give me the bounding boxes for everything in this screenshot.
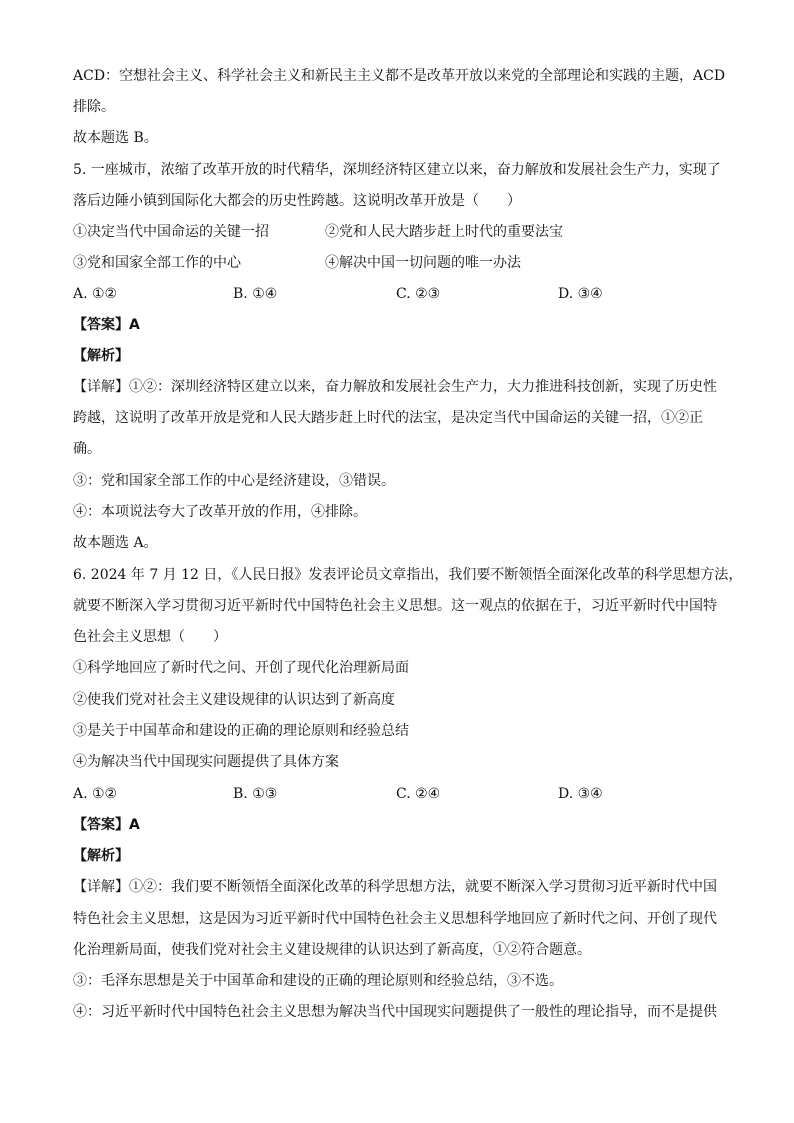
- detail-line: 化治理新局面，使我们党对社会主义建设规律的认识达到了新高度，①②符合题意。: [73, 942, 591, 958]
- question-6-stem: 色社会主义思想（ ）: [73, 629, 227, 645]
- text-line: ACD：空想社会主义、科学社会主义和新民主主义都不是改革开放以来党的全部理论和实践的主题，ACD: [73, 68, 726, 84]
- question-6-stem: 就要不断深入学习贯彻习近平新时代中国特色社会主义思想。这一观点的依据在于，习近平新时代中国特: [73, 598, 717, 614]
- statement-2: ②党和人民大踏步赶上时代的重要法宝: [325, 224, 563, 240]
- statement-1: ①决定当代中国命运的关键一招: [73, 224, 269, 240]
- answer-label: 【答案】A: [73, 317, 140, 333]
- choice-d: D. ③④: [558, 286, 603, 302]
- detail-line: ④：本项说法夸大了改革开放的作用，④排除。: [73, 504, 367, 520]
- statement-2: ②使我们党对社会主义建设规律的认识达到了新高度: [73, 692, 395, 708]
- statement-1: ①科学地回应了新时代之问、开创了现代化治理新局面: [73, 660, 409, 676]
- analysis-label: 【解析】: [73, 848, 129, 864]
- text-line: 故本题选 B。: [73, 130, 158, 146]
- choice-b: B. ①④: [233, 286, 278, 302]
- choice-c: C. ②③: [396, 286, 441, 302]
- detail-line: ③：党和国家全部工作的中心是经济建设，③错误。: [73, 473, 395, 489]
- detail-line: ③：毛泽东思想是关于中国革命和建设的正确的理论原则和经验总结，③不选。: [73, 973, 563, 989]
- text-line: 排除。: [73, 99, 115, 115]
- detail-line: 【详解】①②：深圳经济特区建立以来，奋力解放和发展社会生产力，大力推进科技创新，实现了历史性: [73, 379, 717, 395]
- answer-label: 【答案】A: [73, 817, 140, 833]
- statement-3: ③是关于中国革命和建设的正确的理论原则和经验总结: [73, 723, 409, 739]
- question-6-stem: 6. 2024 年 7 月 12 日，《人民日报》发表评论员文章指出，我们要不断领悟全面深化改革的科学思想方法，: [73, 567, 743, 583]
- detail-line: 特色社会主义思想，这是因为习近平新时代中国特色社会主义思想科学地回应了新时代之问、开创了现代: [73, 911, 717, 927]
- analysis-label: 【解析】: [73, 348, 129, 364]
- question-5-stem: 5. 一座城市，浓缩了改革开放的时代精华，深圳经济特区建立以来，奋力解放和发展社会生产力，实现了: [73, 162, 721, 178]
- choice-a: A. ①②: [73, 786, 118, 802]
- detail-line: 确。: [73, 441, 101, 457]
- detail-line: 【详解】①②：我们要不断领悟全面深化改革的科学思想方法，就要不断深入学习贯彻习近平新时代中国: [73, 879, 717, 895]
- choice-d: D. ③④: [558, 786, 603, 802]
- choice-a: A. ①②: [73, 286, 118, 302]
- statement-3: ③党和国家全部工作的中心: [73, 255, 241, 271]
- choice-b: B. ①③: [233, 786, 278, 802]
- detail-line: 跨越，这说明了改革开放是党和人民大踏步赶上时代的法宝，是决定当代中国命运的关键一招，①②正: [73, 410, 703, 426]
- statement-4: ④解决中国一切问题的唯一办法: [325, 255, 521, 271]
- question-5-stem: 落后边陲小镇到国际化大都会的历史性跨越。这说明改革开放是（ ）: [73, 193, 521, 209]
- detail-line: 故本题选 A。: [73, 535, 158, 551]
- choice-c: C. ②④: [396, 786, 441, 802]
- statement-4: ④为解决当代中国现实问题提供了具体方案: [73, 754, 339, 770]
- detail-line: ④：习近平新时代中国特色社会主义思想为解决当代中国现实问题提供了一般性的理论指导，而不是提供: [73, 1004, 717, 1020]
